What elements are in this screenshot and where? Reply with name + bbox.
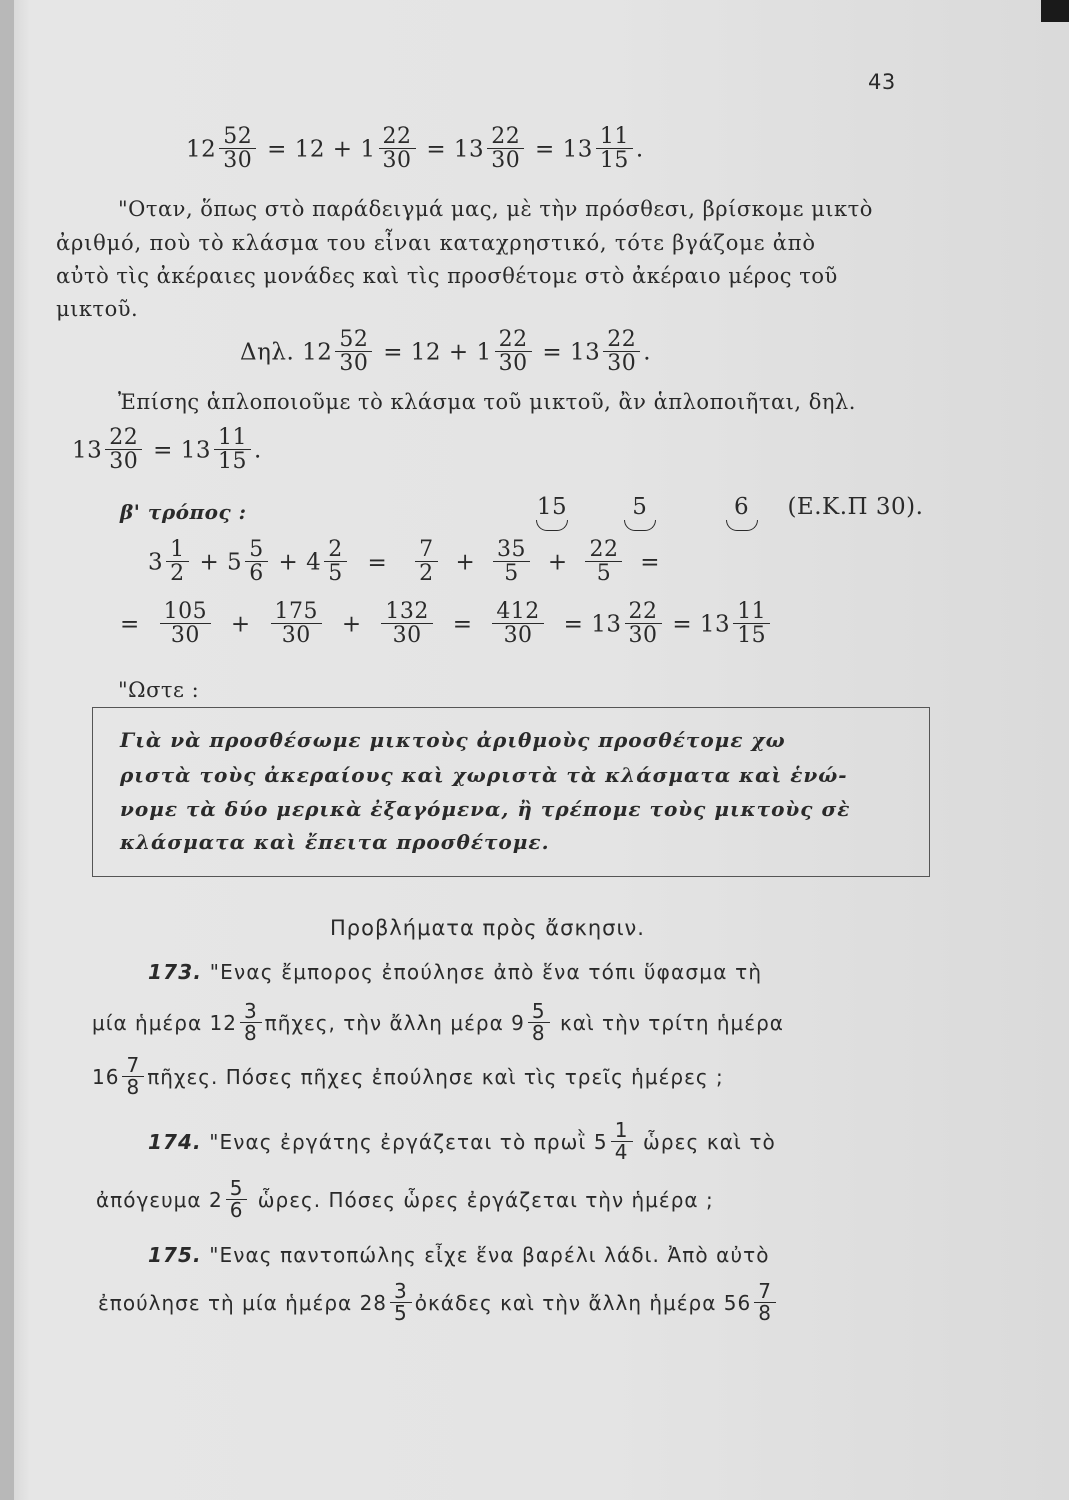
method-2-label: β' τρόπος : bbox=[120, 500, 247, 524]
hence-label: "Ωστε : bbox=[118, 678, 200, 702]
problem-175-line-1: 175. "Ενας παντοπώλης εἶχε ἕνα βαρέλι λάδι. Ἀπὸ αὐτὸ bbox=[148, 1243, 770, 1267]
paragraph-1-line-4: μικτοῦ. bbox=[56, 297, 139, 321]
paragraph-1-line-2: ἀριθμό, ποὺ τὸ κλάσμα του εἶναι καταχρηστικό, τότε βγάζομε ἀπὸ bbox=[56, 231, 816, 255]
problem-175-number: 175. bbox=[148, 1243, 202, 1267]
paragraph-1-line-3: αὐτὸ τὶς ἀκέραιες μονάδες καὶ τὶς προσθέτομε στὸ ἀκέραιο μέρος τοῦ bbox=[56, 264, 838, 288]
paragraph-1-line-1: "Οταν, ὅπως στὸ παράδειγμά μας, μὲ τὴν πρόσθεσι, βρίσκομε μικτὸ bbox=[118, 197, 873, 221]
problem-173-line-1: 173. "Ενας ἔμπορος ἐπούλησε ἀπὸ ἕνα τόπι ὕφασμα τὴ bbox=[148, 960, 763, 984]
exercises-title: Προβλήματα πρὸς ἄσκησιν. bbox=[330, 916, 645, 940]
problem-173-number: 173. bbox=[148, 960, 203, 984]
problem-173-line-3: 16 $\frac{7}{8}$ πῆχες. Πόσες πῆχες ἐπούλησε καὶ τὶς τρεῖς ἡμέρες ; bbox=[92, 1053, 724, 1099]
rule-line-4: κλάσματα καὶ ἔπειτα προσθέτομε. bbox=[120, 830, 550, 854]
equation-1: 12 $\frac{52}{30}$ = 12 + 1 $\frac{22}{30}$ = 13 $\frac{22}{30}$ = 13 $\frac{11}{15}$ . bbox=[186, 124, 644, 174]
problem-175-line-2: ἐπούλησε τὴ μία ἡμέρα 28 $\frac{3}{5}$ ὀκάδες καὶ τὴν ἄλλη ἡμέρα 56 $\frac{7}{8}$ bbox=[98, 1283, 779, 1326]
equation-2: Δηλ. 12 $\frac{52}{30}$ = 12 + 1 $\frac{22}{30}$ = 13 $\frac{22}{30}$ . bbox=[240, 327, 652, 377]
scan-corner bbox=[1041, 0, 1069, 22]
lcm-multipliers: 15 5 6 (Ε.Κ.Π 30). bbox=[522, 494, 923, 531]
problem-174-line-2: ἀπόγευμα 2 $\frac{5}{6}$ ὧρες. Πόσες ὧρες ἐργάζεται τὴν ἡμέρα ; bbox=[96, 1176, 714, 1222]
paragraph-2-line-1: Ἐπίσης ἁπλοποιοῦμε τὸ κλάσμα τοῦ μικτοῦ, ἂν ἁπλοποιῆται, δηλ. bbox=[118, 390, 856, 414]
rule-line-3: νομε τὰ δύο μερικὰ ἐξαγόμενα, ἢ τρέπομε τοὺς μικτοὺς σὲ bbox=[120, 797, 851, 821]
rule-line-1: Γιὰ νὰ προσθέσωμε μικτοὺς ἀριθμοὺς προσθέτομε χω bbox=[120, 728, 786, 752]
page-number: 43 bbox=[868, 70, 896, 94]
method-2-row-2: = $\frac{105}{30}$ + $\frac{175}{30}$ + $\frac{132}{30}$ = $\frac{412}{30}$ = 13 $\frac{22}{30}$ = 13 $\frac{11}{15}$ bbox=[120, 602, 773, 649]
method-2-row-1: 3 $\frac{1}{2}$ + 5 $\frac{5}{6}$ + 4 $\frac{2}{5}$ = $\frac{7}{2}$ + $\frac{35}{5}$ + $\frac{22}{5}$ = bbox=[148, 537, 661, 587]
problem-173-line-2: μία ἡμέρα 12 $\frac{3}{8}$ πῆχες, τὴν ἄλλη μέρα 9 $\frac{5}{8}$ καὶ τὴν τρίτη ἡμέρα bbox=[92, 999, 784, 1045]
problem-174-line-1: 174. "Ενας ἐργάτης ἐργάζεται τὸ πρωῒ 5 $\frac{1}{4}$ ὧρες καὶ τὸ bbox=[148, 1118, 776, 1164]
equation-3: 13 $\frac{22}{30}$ = 13 $\frac{11}{15}$ . bbox=[72, 425, 262, 475]
page-binding-edge bbox=[0, 0, 14, 1500]
problem-174-number: 174. bbox=[148, 1130, 202, 1154]
rule-line-2: ριστὰ τοὺς ἀκεραίους καὶ χωριστὰ τὰ κλάσματα καὶ ἑνώ- bbox=[120, 763, 848, 787]
